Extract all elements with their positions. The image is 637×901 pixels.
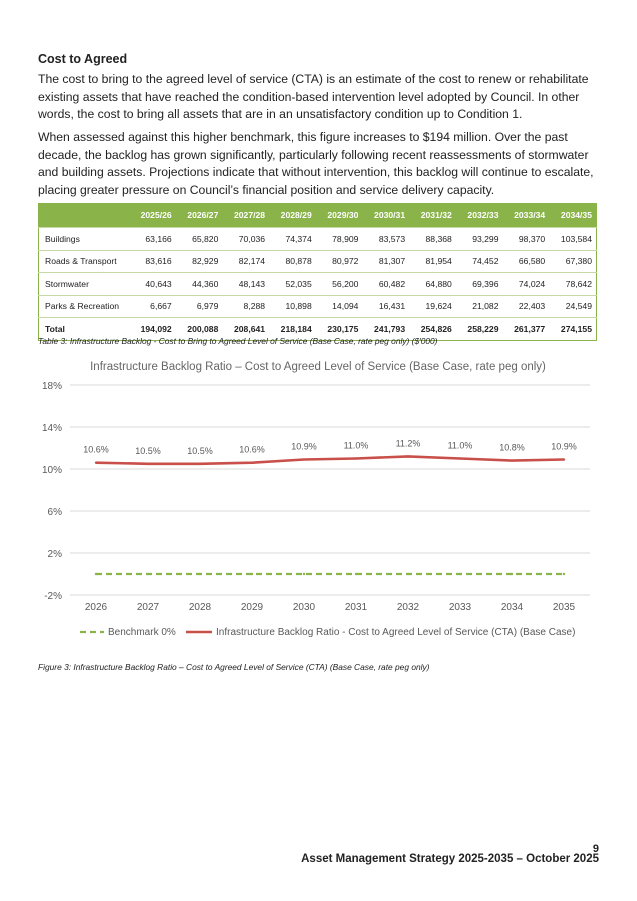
table-header-row [39, 203, 597, 228]
table-row [39, 228, 597, 251]
chart-title: Infrastructure Backlog Ratio – Cost to Agreed Level of Service (Base Case, rate peg only) [90, 361, 546, 373]
benchmark-point [407, 573, 409, 575]
table-cell: 64,880 [409, 273, 456, 296]
table-header-cell: 2032/33 [456, 203, 503, 228]
table-cell: 82,929 [176, 250, 223, 273]
x-tick-label: 2034 [500, 602, 524, 613]
x-tick-label: 2029 [240, 602, 264, 613]
benchmark-point [303, 573, 305, 575]
y-tick-label: 6% [47, 507, 62, 518]
table-cell: 258,229 [456, 318, 503, 341]
benchmark-point [511, 573, 513, 575]
data-label: 11.0% [447, 440, 473, 451]
table-row [39, 273, 597, 296]
benchmark-point [355, 573, 357, 575]
table-cell: 10,898 [269, 295, 316, 318]
x-tick-label: 2030 [292, 602, 316, 613]
backlog-ratio-point [95, 462, 97, 464]
table-cell: 78,642 [549, 273, 596, 296]
table-cell: 69,396 [456, 273, 503, 296]
x-tick-label: 2033 [448, 602, 472, 613]
table-cell: 19,624 [409, 295, 456, 318]
data-label: 10.9% [551, 441, 577, 452]
table-row-label: Buildings [39, 228, 130, 251]
data-label: 10.8% [499, 442, 525, 453]
x-tick-label: 2028 [188, 602, 212, 613]
table-cell: 63,166 [129, 228, 176, 251]
table-cell: 22,403 [503, 295, 550, 318]
benchmark-point [459, 573, 461, 575]
table-cell: 60,482 [362, 273, 409, 296]
y-tick-label: 2% [47, 549, 62, 560]
table-row-label: Stormwater [39, 273, 130, 296]
backlog-ratio-chart [0, 352, 637, 652]
x-tick-label: 2032 [396, 602, 420, 613]
table-cell: 194,092 [129, 318, 176, 341]
table-cell: 81,307 [362, 250, 409, 273]
table-cell: 88,368 [409, 228, 456, 251]
data-label: 11.0% [343, 440, 369, 451]
legend-backlog-label: Infrastructure Backlog Ratio - Cost to Agreed Level of Service (CTA) (Base Case) [216, 627, 576, 638]
table-caption: Table 3: Infrastructure Backlog - Cost to Bring to Agreed Level of Service (Base Case, rate peg only) ($'000) [38, 336, 438, 346]
benchmark-point [251, 573, 253, 575]
table-header-cell: 2026/27 [176, 203, 223, 228]
table-cell: 208,641 [222, 318, 269, 341]
y-tick-label: 18% [41, 381, 62, 392]
backlog-ratio-point [511, 459, 513, 461]
table-cell: 83,616 [129, 250, 176, 273]
backlog-ratio-point [199, 463, 201, 465]
data-label: 10.6% [239, 444, 265, 455]
table-cell: 65,820 [176, 228, 223, 251]
table-cell: 24,549 [549, 295, 596, 318]
backlog-ratio-point [459, 457, 461, 459]
table-row [39, 250, 597, 273]
table-header-cell: 2031/32 [409, 203, 456, 228]
table-cell: 66,580 [503, 250, 550, 273]
section-heading: Cost to Agreed [38, 52, 128, 66]
table-cell: 241,793 [362, 318, 409, 341]
table-header-cell [39, 203, 130, 228]
table-cell: 56,200 [316, 273, 363, 296]
table-cell: 82,174 [222, 250, 269, 273]
benchmark-point [199, 573, 201, 575]
table-cell: 52,035 [269, 273, 316, 296]
table-cell: 80,878 [269, 250, 316, 273]
table-cell: 74,374 [269, 228, 316, 251]
footer-title: Asset Management Strategy 2025-2035 – October 2025 [301, 853, 599, 865]
table-cell: 74,024 [503, 273, 550, 296]
legend-benchmark-label: Benchmark 0% [108, 627, 176, 638]
data-label: 10.5% [187, 445, 213, 456]
table-cell: 80,972 [316, 250, 363, 273]
table-cell: 8,288 [222, 295, 269, 318]
table-cell: 40,643 [129, 273, 176, 296]
table-cell: 78,909 [316, 228, 363, 251]
table-cell: 6,979 [176, 295, 223, 318]
table-cell: 254,826 [409, 318, 456, 341]
page-number: 9 [592, 843, 599, 855]
benchmark-point [95, 573, 97, 575]
table-cell: 103,584 [549, 228, 596, 251]
table-header-cell: 2030/31 [362, 203, 409, 228]
table-row-label: Parks & Recreation [39, 295, 130, 318]
table-cell: 218,184 [269, 318, 316, 341]
table-cell: 16,431 [362, 295, 409, 318]
table-cell: 21,082 [456, 295, 503, 318]
table-cell: 6,667 [129, 295, 176, 318]
table-cell: 261,377 [503, 318, 550, 341]
backlog-ratio-point [251, 462, 253, 464]
y-tick-label: -2% [44, 591, 62, 602]
backlog-table [38, 203, 597, 341]
table-header-cell: 2027/28 [222, 203, 269, 228]
benchmark-point [563, 573, 565, 575]
table-cell: 230,175 [316, 318, 363, 341]
table-row [39, 295, 597, 318]
table-header-cell: 2029/30 [316, 203, 363, 228]
table-cell: 274,155 [549, 318, 596, 341]
table-row-label: Total [39, 318, 130, 341]
backlog-ratio-point [563, 458, 565, 460]
x-tick-label: 2035 [552, 602, 576, 613]
x-tick-label: 2027 [136, 602, 160, 613]
figure-caption: Figure 3: Infrastructure Backlog Ratio – Cost to Agreed Level of Service (CTA) (Base Case, rate peg only) [38, 662, 430, 672]
paragraph-cta-definition: The cost to bring to the agreed level of service (CTA) is an estimate of the cost to renew or rehabilitate existing assets that have reached the condition-based intervention level adopted by Council. In other words, the cost to bring all assets that are in an unsatisfactory condition up to Condition 1. [38, 72, 589, 121]
table-cell: 74,452 [456, 250, 503, 273]
backlog-ratio-point [407, 455, 409, 457]
x-tick-label: 2031 [344, 602, 368, 613]
table-cell: 48,143 [222, 273, 269, 296]
table-header-cell: 2034/35 [549, 203, 596, 228]
x-tick-label: 2026 [84, 602, 108, 613]
y-tick-label: 14% [41, 423, 62, 434]
data-label: 10.5% [135, 445, 161, 456]
paragraph-backlog-growth: When assessed against this higher benchmark, this figure increases to $194 million. Over the past decade, the backlog has grown significantly, particularly following recent reassessments of stormwater and building assets. Projections indicate that without intervention, this backlog will continue to escalate, placing greater pressure on Council’s financial position and service delivery capacity. [38, 130, 594, 197]
table-header-cell: 2028/29 [269, 203, 316, 228]
table-cell: 14,094 [316, 295, 363, 318]
backlog-ratio-point [147, 463, 149, 465]
table-cell: 44,360 [176, 273, 223, 296]
backlog-ratio-point [303, 458, 305, 460]
data-label: 10.9% [291, 441, 317, 452]
benchmark-point [147, 573, 149, 575]
data-label: 10.6% [83, 444, 109, 455]
backlog-ratio-point [355, 457, 357, 459]
table-header-cell: 2025/26 [129, 203, 176, 228]
backlog-ratio-line [96, 456, 564, 463]
table-row-label: Roads & Transport [39, 250, 130, 273]
table-cell: 67,380 [549, 250, 596, 273]
table-cell: 70,036 [222, 228, 269, 251]
table-cell: 83,573 [362, 228, 409, 251]
table-header-cell: 2033/34 [503, 203, 550, 228]
y-tick-label: 10% [41, 465, 62, 476]
table-cell: 81,954 [409, 250, 456, 273]
table-cell: 93,299 [456, 228, 503, 251]
table-cell: 200,088 [176, 318, 223, 341]
table-cell: 98,370 [503, 228, 550, 251]
data-label: 11.2% [395, 438, 421, 449]
